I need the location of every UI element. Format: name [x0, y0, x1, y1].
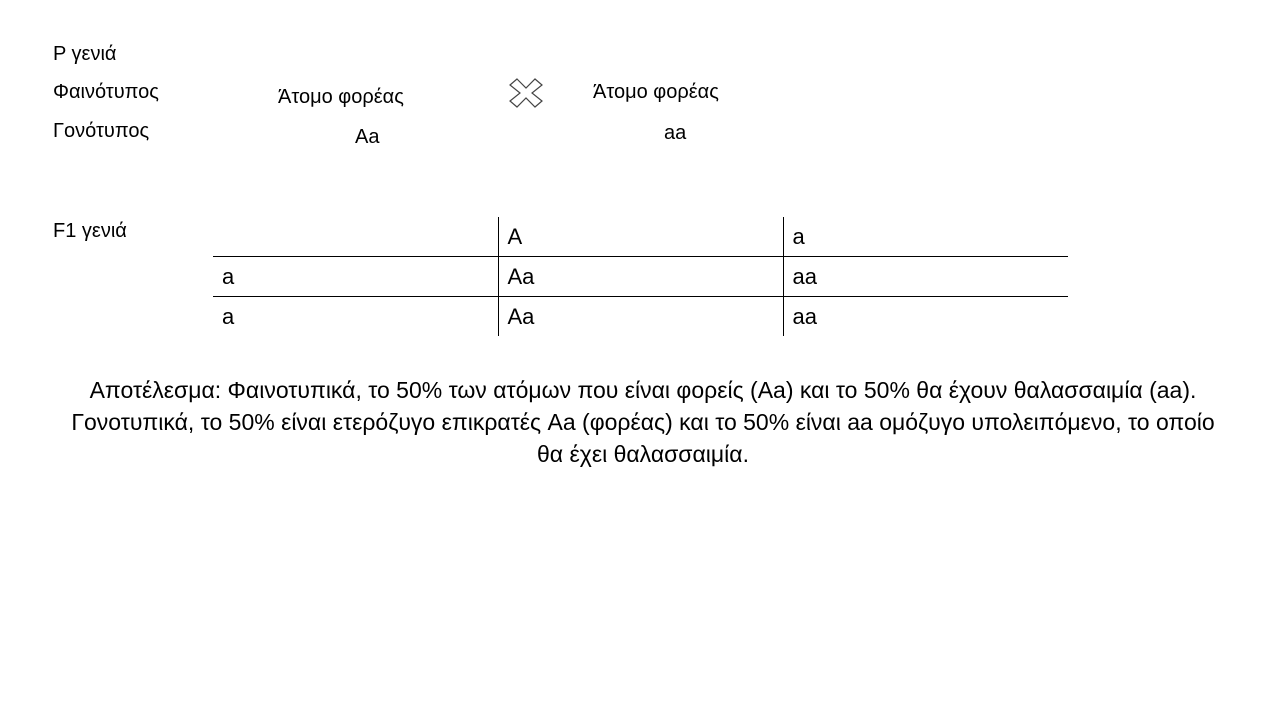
punnett-cell: Aa — [498, 257, 783, 297]
punnett-header-cell: A — [498, 217, 783, 257]
punnett-cell: aa — [783, 257, 1068, 297]
parent1-phenotype: Άτομο φορέας — [278, 86, 404, 108]
result-paragraph-phenotypic: Αποτέλεσμα: Φαινοτυπικά, το 50% των ατόμων που είναι φορείς (Aa) και το 50% θα έχουν θαλασσαιμία (aa). — [89, 377, 1197, 403]
punnett-cell: aa — [783, 297, 1068, 337]
parent1-genotype: Aa — [355, 126, 380, 148]
punnett-square — [213, 217, 1068, 336]
punnett-row — [213, 297, 1068, 337]
phenotype-label: Φαινότυπος — [53, 81, 159, 103]
punnett-header-row — [213, 217, 1068, 257]
punnett-header-cell: a — [783, 217, 1068, 257]
parent2-genotype: aa — [664, 122, 687, 144]
result-paragraph-genotypic: Γονοτυπικά, το 50% είναι ετερόζυγο επικρατές Aa (φορέας) και το 50% είναι aa ομόζυγο υπολειπόμενο, το οποίο θα έχει θαλασσαιμία. — [71, 409, 1215, 467]
punnett-row — [213, 257, 1068, 297]
genotype-label: Γονότυπος — [53, 120, 150, 142]
parent2-phenotype: Άτομο φορέας — [593, 81, 719, 103]
p-generation-label: P γενιά — [53, 43, 117, 65]
cross-icon — [509, 78, 543, 108]
result-text — [60, 374, 1226, 470]
f1-generation-label: F1 γενιά — [53, 220, 127, 242]
punnett-corner-cell — [213, 217, 498, 257]
punnett-row-header: a — [222, 303, 235, 329]
punnett-cell: Aa — [498, 297, 783, 337]
punnett-row-header: a — [213, 257, 498, 297]
